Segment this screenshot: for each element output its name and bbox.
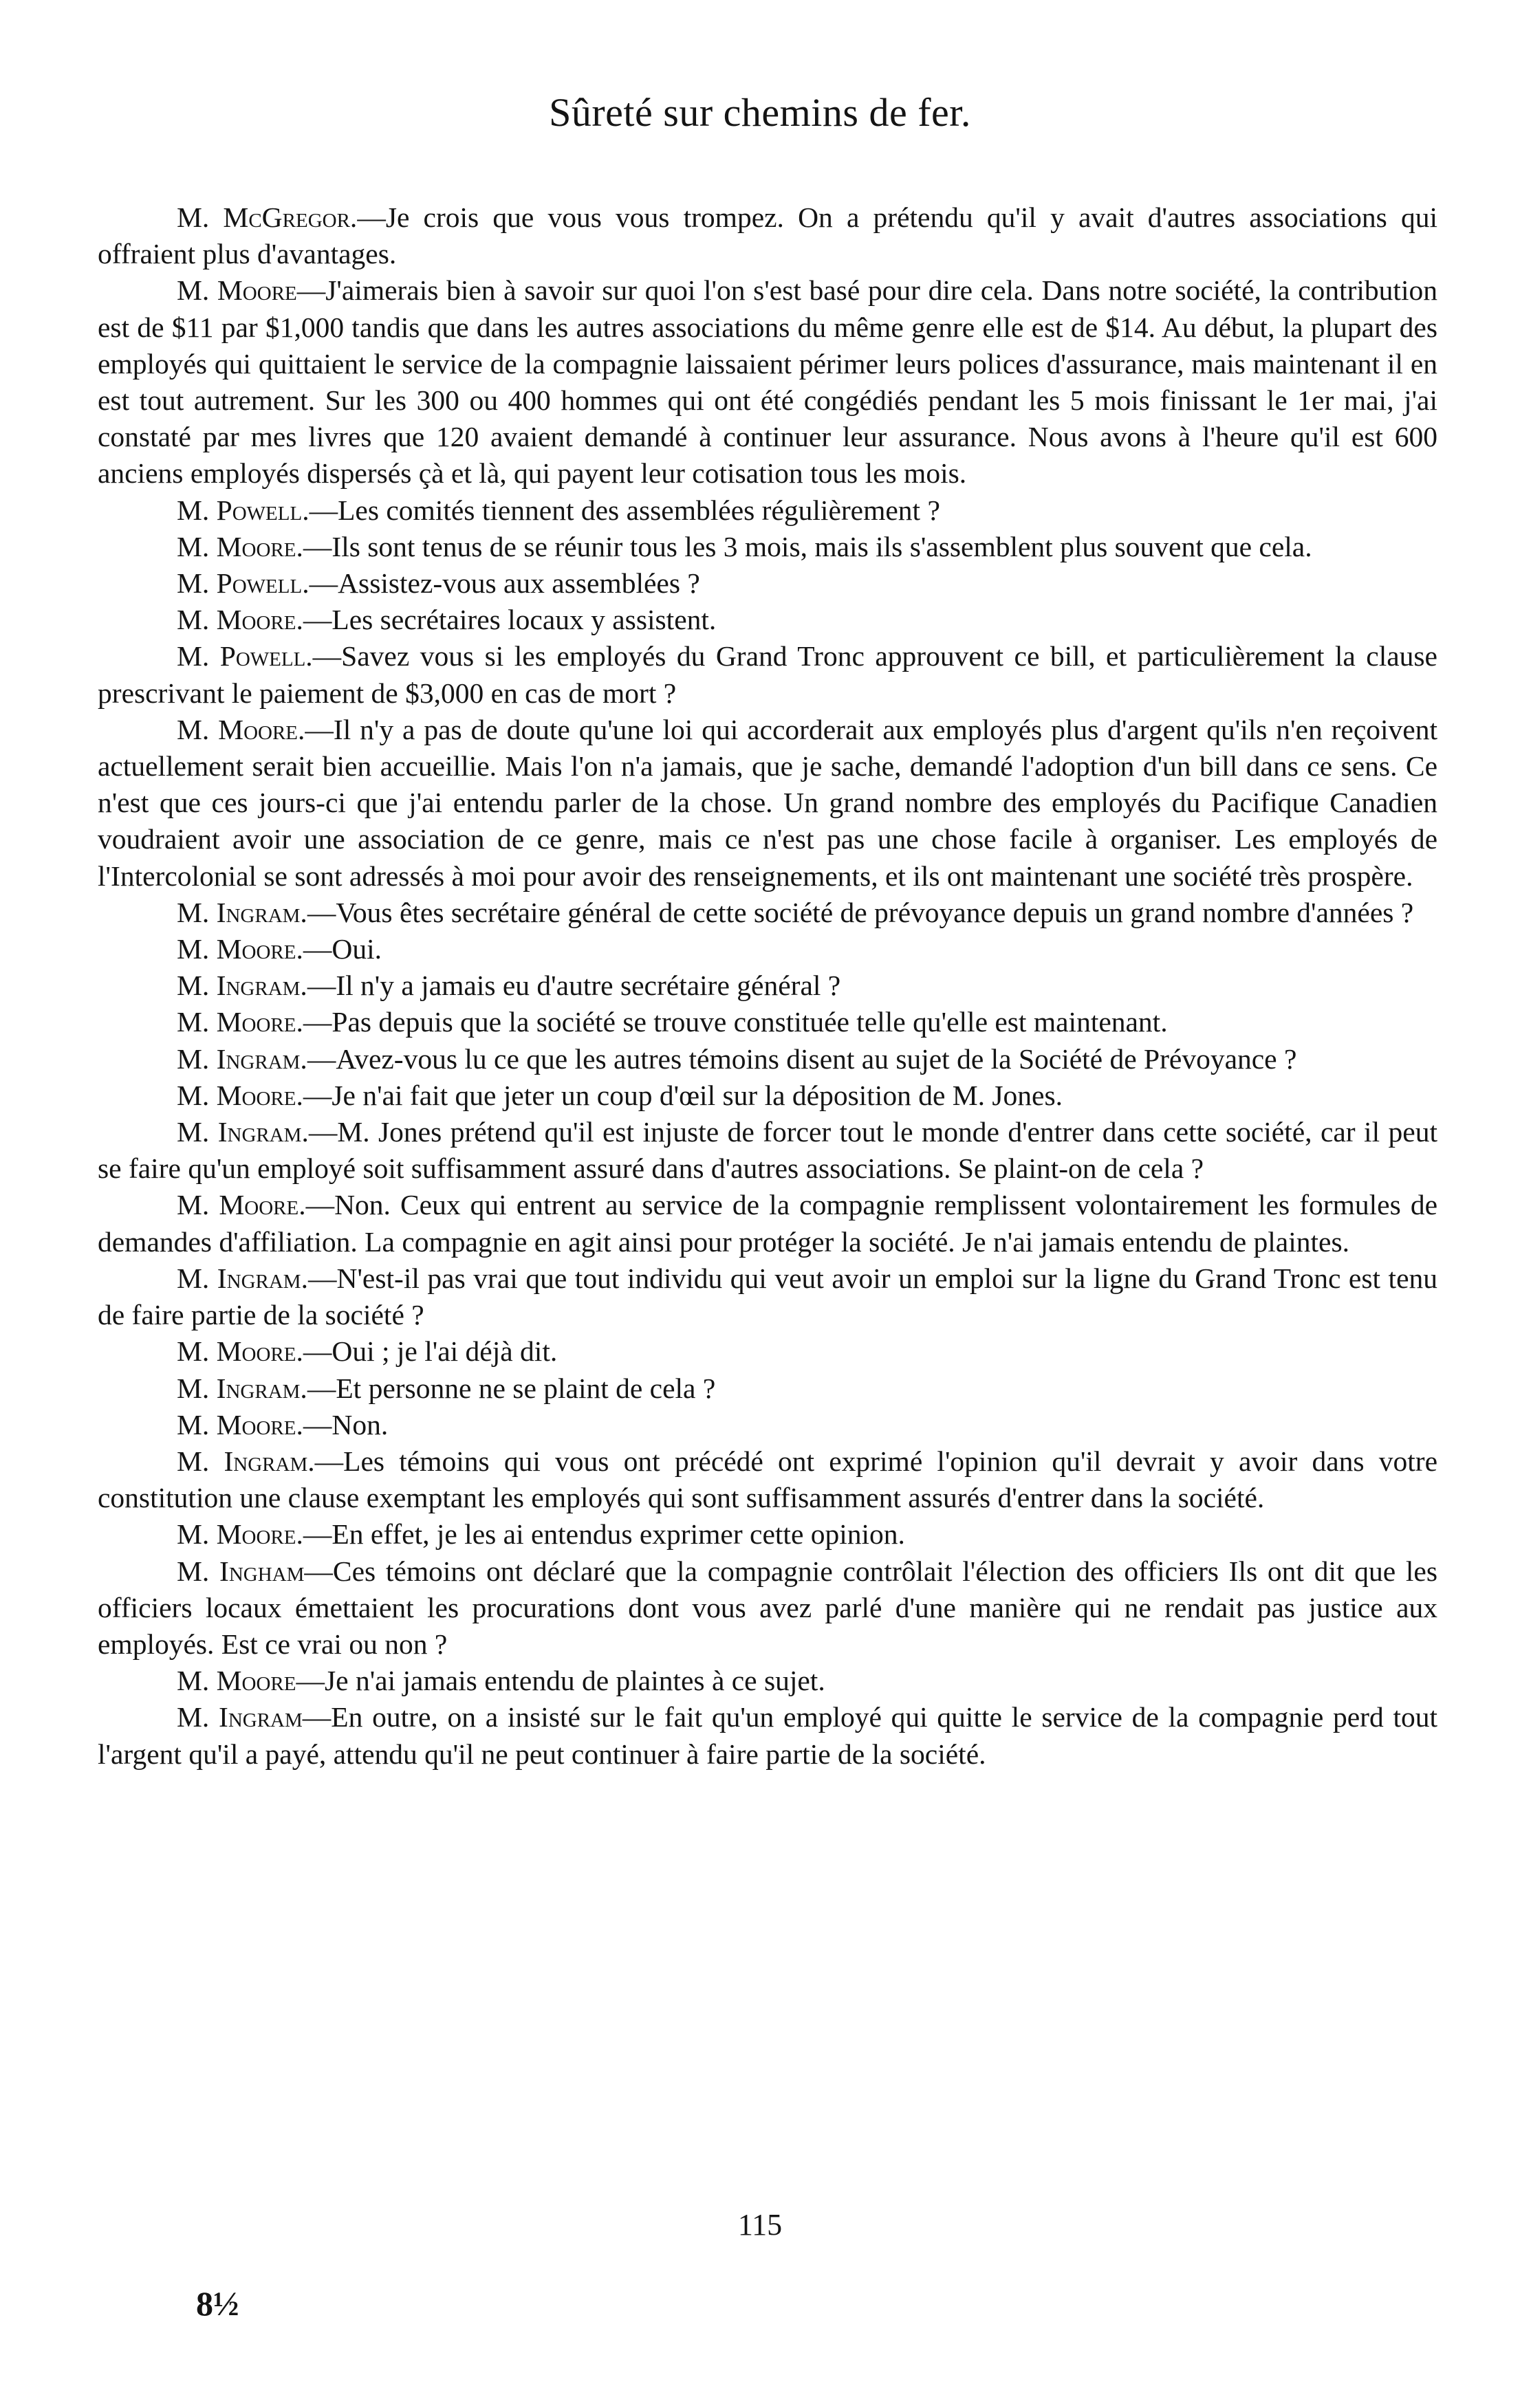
paragraph-text: —Pas depuis que la société se trouve constituée telle qu'elle est maintenant. bbox=[303, 1006, 1168, 1038]
paragraph bbox=[98, 1370, 1437, 1407]
paragraph-text: —Je n'ai fait que jeter un coup d'œil sur la déposition de M. Jones. bbox=[303, 1079, 1063, 1111]
speaker-name: M. Moore. bbox=[177, 1006, 303, 1038]
paragraph-text: —M. Jones prétend qu'il est injuste de forcer tout le monde d'entrer dans cette société, car il peut se faire qu'un employé soit suffisamment assuré dans d'autres associations. Se plaint-on de cela ? bbox=[98, 1116, 1437, 1185]
speaker-name: M. Ingram. bbox=[177, 970, 307, 1002]
speaker-name: M. Moore. bbox=[177, 1189, 306, 1221]
speaker-name: M. Ingram. bbox=[177, 1116, 309, 1148]
paragraph-text: —Les témoins qui vous ont précédé ont exprimé l'opinion qu'il devrait y avoir dans votre constitution une clause exemptant les employés qui sont suffisamment assurés d'entrer dans la société. bbox=[98, 1445, 1437, 1514]
paragraph bbox=[98, 565, 1437, 602]
paragraph-text: —Les secrétaires locaux y assistent. bbox=[303, 604, 717, 636]
paragraph-text: —Et personne ne se plaint de cela ? bbox=[307, 1372, 716, 1404]
paragraph-text: —Il n'y a jamais eu d'autre secrétaire général ? bbox=[307, 970, 841, 1002]
paragraph-text: —J'aimerais bien à savoir sur quoi l'on s'est basé pour dire cela. Dans notre société, la contribution est de $11 par $1,000 tandis que dans les autres associations du même genre elle est de $14. Au début, la plupart des employés qui quittaient le service de la compagnie laissaient périmer leurs polices d'assurance, mais maintenant il en est tout autrement. Sur les 300 ou 400 hommes qui ont été congédiés pendant les 5 mois finissant le 1er mai, j'ai constaté par mes livres que 120 avaient demandé à continuer leur assurance. Nous avons à l'heure qu'il est 600 anciens employés dispersés çà et là, qui payent leur cotisation tous les mois. bbox=[98, 274, 1437, 490]
speaker-name: M. Moore bbox=[177, 274, 297, 307]
speaker-name: M. Moore. bbox=[177, 1408, 303, 1441]
speaker-name: M. Powell. bbox=[177, 567, 310, 600]
speaker-name: M. Moore. bbox=[177, 604, 303, 636]
speaker-name: M. Moore. bbox=[177, 1079, 303, 1111]
paragraph bbox=[98, 931, 1437, 967]
speaker-name: M. Moore. bbox=[177, 713, 305, 745]
speaker-name: M. McGregor. bbox=[177, 201, 358, 233]
paragraph bbox=[98, 492, 1437, 529]
page-title: Sûreté sur chemins de fer. bbox=[549, 90, 971, 135]
paragraph bbox=[98, 1407, 1437, 1443]
paragraph bbox=[98, 1187, 1437, 1260]
speaker-name: M. Ingham bbox=[177, 1555, 305, 1587]
speaker-name: M. Ingram. bbox=[177, 1372, 307, 1404]
paragraph bbox=[98, 602, 1437, 638]
page-number: 115 bbox=[737, 2208, 783, 2242]
paragraph bbox=[98, 1333, 1437, 1370]
paragraph bbox=[98, 1553, 1437, 1663]
paragraph-text: —Avez-vous lu ce que les autres témoins disent au sujet de la Société de Prévoyance ? bbox=[307, 1042, 1297, 1075]
paragraph-text: —Non. Ceux qui entrent au service de la compagnie remplissent volontairement les formules de demandes d'affiliation. La compagnie en agit ainsi pour protéger la société. Je n'ai jamais entendu de plaintes. bbox=[98, 1189, 1437, 1258]
paragraph bbox=[98, 272, 1437, 492]
paragraph-text: —Oui. bbox=[303, 933, 382, 965]
paragraph-text: —En effet, je les ai entendus exprimer cette opinion. bbox=[303, 1518, 905, 1551]
paragraph bbox=[98, 1114, 1437, 1187]
speaker-name: M. Moore. bbox=[177, 1518, 303, 1551]
speaker-name: M. Powell. bbox=[177, 640, 313, 672]
paragraph-text: —Savez vous si les employés du Grand Tronc approuvent ce bill, et particulièrement la clause prescrivant le paiement de $3,000 en cas de mort ? bbox=[98, 640, 1437, 709]
paragraph-text: —Il n'y a pas de doute qu'une loi qui accorderait aux employés plus d'argent qu'ils n'en reçoivent actuellement serait bien accueillie. Mais l'on n'a jamais, que je sache, demandé l'adoption d'un bill dans ce sens. Ce n'est que ces jours-ci que j'ai entendu parler de la chose. Un grand nombre des employés du Pacifique Canadien voudraient avoir une association de ce genre, mais ce n'est pas une chose facile à organiser. Les employés de l'Intercolonial se sont adressés à moi pour avoir des renseignements, et ils ont maintenant une société très prospère. bbox=[98, 713, 1437, 892]
paragraph bbox=[98, 1663, 1437, 1699]
speaker-name: M. Moore bbox=[177, 1665, 296, 1697]
paragraph-text: —Non. bbox=[303, 1408, 389, 1441]
paragraph bbox=[98, 1041, 1437, 1077]
paragraph-text: —Assistez-vous aux assemblées ? bbox=[309, 567, 700, 600]
paragraph bbox=[98, 1260, 1437, 1333]
speaker-name: M. Moore. bbox=[177, 933, 303, 965]
paragraph-text: —N'est-il pas vrai que tout individu qui veut avoir un emploi sur la ligne du Grand Tronc est tenu de faire partie de la société ? bbox=[98, 1262, 1437, 1331]
paragraph-text: —Ils sont tenus de se réunir tous les 3 mois, mais ils s'assemblent plus souvent que cela. bbox=[303, 530, 1312, 562]
paragraph-text: —Vous êtes secrétaire général de cette société de prévoyance depuis un grand nombre d'années ? bbox=[307, 896, 1414, 928]
speaker-name: M. Ingram. bbox=[177, 1042, 307, 1075]
paragraph-text: —Oui ; je l'ai déjà dit. bbox=[303, 1335, 558, 1368]
paragraph bbox=[98, 712, 1437, 895]
signature-mark: 8½ bbox=[196, 2284, 239, 2323]
paragraph bbox=[98, 1077, 1437, 1114]
speaker-name: M. Moore. bbox=[177, 530, 303, 562]
paragraph-text: —Je crois que vous vous trompez. On a prétendu qu'il y avait d'autres associations qui offraient plus d'avantages. bbox=[98, 201, 1437, 270]
speaker-name: M. Ingram. bbox=[177, 1445, 315, 1477]
paragraph bbox=[98, 1699, 1437, 1772]
paragraph-text: —Je n'ai jamais entendu de plaintes à ce sujet. bbox=[296, 1665, 825, 1697]
paragraph bbox=[98, 895, 1437, 931]
paragraph bbox=[98, 967, 1437, 1004]
paragraph bbox=[98, 199, 1437, 272]
paragraph bbox=[98, 1443, 1437, 1516]
speaker-name: M. Ingram bbox=[177, 1701, 303, 1733]
paragraph-text: —Les comités tiennent des assemblées régulièrement ? bbox=[309, 494, 940, 526]
paragraph-text: —Ces témoins ont déclaré que la compagnie contrôlait l'élection des officiers Ils ont dit que les officiers locaux émettaient les procurations dont vous avez parlé d'une manière qui ne rendait pas justice aux employés. Est ce vrai ou non ? bbox=[98, 1555, 1438, 1660]
speaker-name: M. Ingram. bbox=[177, 1262, 308, 1294]
paragraph bbox=[98, 529, 1437, 565]
paragraph bbox=[98, 1004, 1437, 1040]
testimony-body bbox=[98, 199, 1437, 1773]
speaker-name: M. Moore. bbox=[177, 1335, 303, 1368]
speaker-name: M. Powell. bbox=[177, 494, 310, 526]
paragraph-text: —En outre, on a insisté sur le fait qu'un employé qui quitte le service de la compagnie perd tout l'argent qu'il a payé, attendu qu'il ne peut continuer à faire partie de la société. bbox=[98, 1701, 1437, 1770]
paragraph bbox=[98, 1516, 1437, 1553]
paragraph bbox=[98, 638, 1437, 711]
speaker-name: M. Ingram. bbox=[177, 896, 307, 928]
